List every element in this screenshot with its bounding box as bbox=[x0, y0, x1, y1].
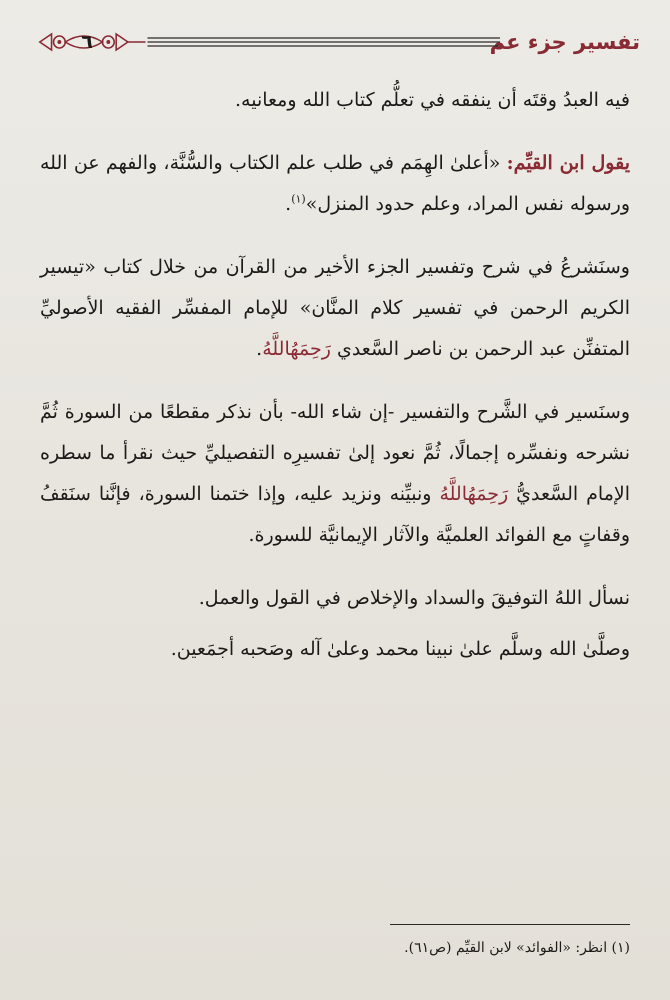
page-number: ٦ bbox=[81, 31, 93, 53]
page-body bbox=[40, 80, 630, 692]
paragraph-3 bbox=[40, 247, 630, 370]
paragraph-2 bbox=[40, 143, 630, 225]
paragraph-5: نسأل اللهُ التوفيقَ والسداد والإخلاص في القول والعمل. bbox=[198, 587, 630, 609]
paragraph-2-end: . bbox=[285, 193, 292, 215]
footnote-divider bbox=[390, 924, 630, 925]
paragraph-6: وصلَّىٰ الله وسلَّم علىٰ نبينا محمد وعلىٰ آله وصَحبه أجمَعين. bbox=[170, 638, 630, 660]
paragraph-3-end: . bbox=[256, 338, 263, 360]
footnote: (١) انظر: «الفوائد» لابن القيِّم (ص٦١). bbox=[404, 940, 630, 956]
paragraph-4-text-a: وسنَسير في الشَّرح والتفسير -إن شاء الله- بأن نذكر مقطعًا من السورة ثُمَّ نشرحه ونفسِّره إجمالًا، ثُمَّ نعود إلىٰ تفسيرِه التفصيليِّ حيث نقرأ ما سطره الإمام السَّعديُّ bbox=[40, 401, 630, 505]
honorific-phrase: رَحِمَهُاللَّهُ bbox=[439, 483, 509, 505]
paragraph-4 bbox=[40, 392, 630, 556]
quote-text: «أعلىٰ الهِمَم في طلب علم الكتاب والسُّنَّة، والفهم عن الله ورسوله نفس المراد، وعلم حدود المنزل» bbox=[40, 152, 630, 215]
book-title: تفسير جزء عم bbox=[489, 30, 640, 54]
paragraph-4-text-b: ونبيِّنه ونزيد عليه، وإذا ختمنا السورة، فإنَّنا سنَقفُ وقفاتٍ مع الفوائد العلميَّة والآثار الإيمانيَّة للسورة. bbox=[40, 483, 630, 546]
footnote-reference[interactable]: (١) bbox=[291, 192, 306, 206]
honorific-phrase: رَحِمَهُاللَّهُ bbox=[262, 338, 331, 360]
speaker-name: يقول ابن القيِّم: bbox=[506, 152, 630, 174]
paragraph-1: فيه العبدُ وقتَه أن ينفقه في تعلُّم كتاب الله ومعانيه. bbox=[234, 89, 630, 111]
page-header bbox=[22, 22, 648, 62]
paragraph-3-text: وسنَشرعُ في شرح وتفسير الجزء الأخير من القرآن من خلال كتاب «تيسير الكريم الرحمن في تفسير كلام المنَّان» للإمام المفسِّر الفقيه الأصوليِّ المتفنِّن عبد الرحمن بن ناصر السَّعدي bbox=[40, 256, 630, 360]
